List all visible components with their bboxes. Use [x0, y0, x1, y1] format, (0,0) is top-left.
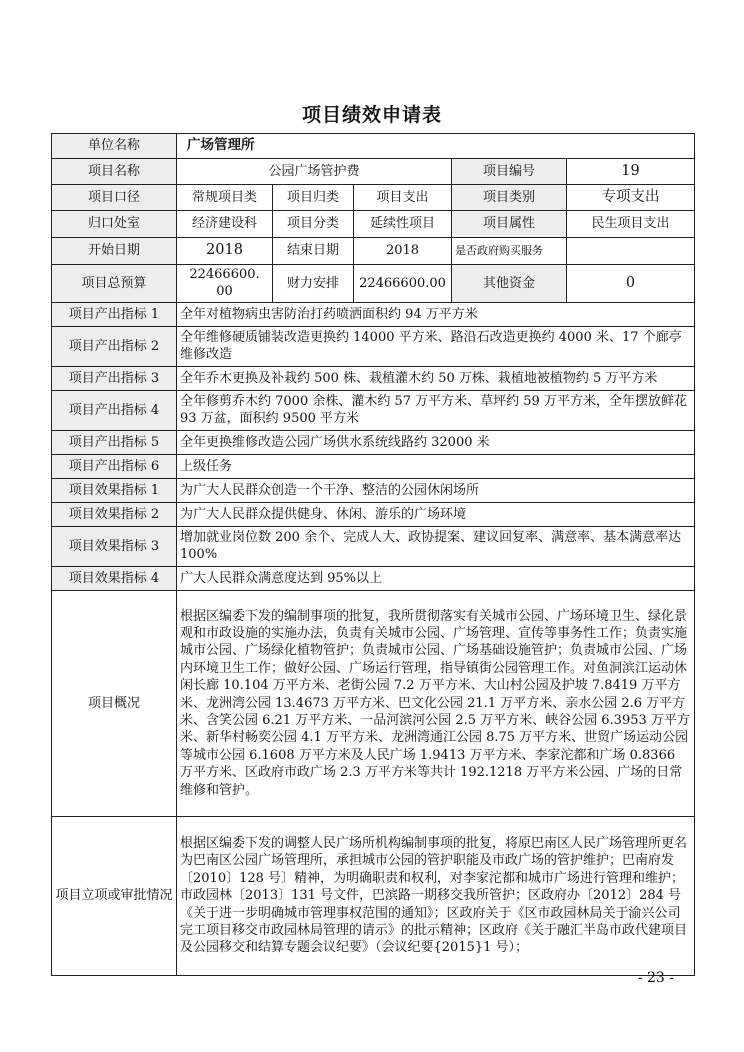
output-indicator-label: 项目产出指标 1	[52, 302, 177, 326]
project-no-value: 19	[567, 159, 695, 185]
page-title: 项目绩效申请表	[301, 104, 442, 126]
dept-row	[52, 211, 695, 238]
output-indicator-value: 全年乔木更换及补栽约 500 株、栽植灌木约 50 万株、栽植地被植物约 5 万平方米	[177, 366, 695, 390]
gov-purchase-label: 是否政府购买服务	[452, 238, 567, 265]
project-class-value: 延续性项目	[354, 211, 452, 238]
financial-label: 财力安排	[273, 265, 354, 303]
start-date-value: 2018	[177, 238, 273, 265]
output-indicator-value: 全年更换维修改造公园广场供水系统线路约 32000 米	[177, 430, 695, 454]
effect-indicator-value: 为广大人民群众创造一个干净、整洁的公园休闲场所	[177, 478, 695, 502]
page-number: - 23 -	[637, 970, 674, 986]
project-scope-label: 项目口径	[52, 185, 177, 211]
project-no-label: 项目编号	[452, 159, 567, 185]
project-name-value: 公园广场管护费	[177, 159, 452, 185]
output-indicator-row	[52, 430, 695, 454]
effect-indicator-value: 广大人民群众满意度达到 95%以上	[177, 566, 695, 590]
effect-indicator-label: 项目效果指标 4	[52, 566, 177, 590]
dates-row	[52, 238, 695, 265]
unit-value: 广场管理所	[177, 134, 695, 159]
effect-indicator-row	[52, 526, 695, 566]
project-attr-value: 民生项目支出	[567, 211, 695, 238]
project-attr-label: 项目属性	[452, 211, 567, 238]
output-indicator-label: 项目产出指标 4	[52, 390, 177, 430]
effect-indicator-row	[52, 502, 695, 526]
project-name-row	[52, 159, 695, 185]
approval-label: 项目立项或审批情况	[52, 816, 177, 975]
project-type-value: 专项支出	[567, 185, 695, 211]
effect-indicator-label: 项目效果指标 3	[52, 526, 177, 566]
project-type-label: 项目类别	[452, 185, 567, 211]
output-indicator-label: 项目产出指标 2	[52, 326, 177, 366]
output-indicator-row	[52, 366, 695, 390]
dept-label: 归口处室	[52, 211, 177, 238]
budget-label: 项目总预算	[52, 265, 177, 303]
effect-indicator-row	[52, 566, 695, 590]
output-indicator-label: 项目产出指标 3	[52, 366, 177, 390]
project-category-value: 项目支出	[354, 185, 452, 211]
other-funds-label: 其他资金	[452, 265, 567, 303]
end-date-value: 2018	[354, 238, 452, 265]
gov-purchase-value	[567, 238, 695, 265]
output-indicator-label: 项目产出指标 6	[52, 454, 177, 478]
output-indicator-value: 全年修剪乔木约 7000 余株、灌木约 57 万平方米、草坪约 59 万平方米，全年摆放鲜花 93 万盆，面积约 9500 平方米	[177, 390, 695, 430]
output-indicator-value: 上级任务	[177, 454, 695, 478]
effect-indicator-label: 项目效果指标 1	[52, 478, 177, 502]
overview-row	[52, 590, 695, 816]
output-indicator-row	[52, 390, 695, 430]
project-class-label: 项目分类	[273, 211, 354, 238]
budget-row	[52, 265, 695, 303]
end-date-label: 结束日期	[273, 238, 354, 265]
project-category-label: 项目归类	[273, 185, 354, 211]
approval-value: 根据区编委下发的调整人民广场所机构编制事项的批复，将原巴南区人民广场管理所更名为巴南区公园广场管理所，承担城市公园的管护职能及市政广场的管护维护；巴南府发〔2010〕128 号〕精神，为明确职责和权利，对李家沱都和城市广场进行管理和维护；市政园林〔2013〕131 号文件，巴滨路一期移交我所管护；区政府办〔2012〕284 号《关于进一步明确城市管理事权范围的通知》；区政府关于《区市政园林局关于渝兴公司完工项目移交市政园林局管理的请示》的批示精神；区政府《关于融汇半岛市政代建项目及公园移交和结算专题会议纪要》（会议纪要{2015}1 号）；	[177, 816, 695, 975]
project-scope-value: 常规项目类	[177, 185, 273, 211]
output-indicator-value: 全年维修硬质铺装改造更换约 14000 平方米、路沿石改造更换约 4000 米、17 个廊亭维修改造	[177, 326, 695, 366]
start-date-label: 开始日期	[52, 238, 177, 265]
output-indicator-row	[52, 302, 695, 326]
financial-value: 22466600.00	[354, 265, 452, 303]
dept-value: 经济建设科	[177, 211, 273, 238]
effect-indicator-row	[52, 478, 695, 502]
performance-table	[51, 133, 695, 976]
unit-row	[52, 134, 695, 159]
unit-label: 单位名称	[52, 134, 177, 159]
output-indicator-label: 项目产出指标 5	[52, 430, 177, 454]
overview-value: 根据区编委下发的编制事项的批复，我所贯彻落实有关城市公园、广场环境卫生、绿化景观和市政设施的实施办法，负责有关城市公园、广场管理、宣传等事务性工作；负责实施城市公园、广场绿化植物管护；负责城市公园、广场基础设施管护；负责城市公园、广场内环境卫生工作；做好公园、广场运行管理，指导镇街公园管理工作。对鱼洞滨江运动休闲长廊 10.104 万平方米、老街公园 7.2 万平方米、大山村公园及护坡 7.8419 万平方米、龙洲湾公园 13.4673 万平方米、巴文化公园 21.1 万平方米、亲水公园 2.6 万平方米、含笑公园 6.21 万平方米、一品河滨河公园 2.5 万平方米、峡谷公园 6.3953 万平方米、新华村畅奕公园 4.1 万平方米、龙洲湾通江公园 8.75 万平方米、世贸广场运动公园等城市公园 6.1608 万平方米及人民广场 1.9413 万平方米、李家沱都和广场 0.8366 万平方米、区政府市政广场 2.3 万平方米等共计 192.1218 万平方米公园、广场的日常维修和管护。	[177, 590, 695, 816]
budget-value: 22466600. 00	[177, 265, 273, 303]
other-funds-value: 0	[567, 265, 695, 303]
effect-indicator-label: 项目效果指标 2	[52, 502, 177, 526]
approval-row	[52, 816, 695, 975]
project-scope-row	[52, 185, 695, 211]
output-indicator-row	[52, 454, 695, 478]
project-name-label: 项目名称	[52, 159, 177, 185]
output-indicator-value: 全年对植物病虫害防治打药喷洒面积约 94 万平方米	[177, 302, 695, 326]
effect-indicator-value: 为广大人民群众提供健身、休闲、游乐的广场环境	[177, 502, 695, 526]
output-indicator-row	[52, 326, 695, 366]
effect-indicator-value: 增加就业岗位数 200 余个、完成人大、政协提案、建议回复率、满意率、基本满意率达 100%	[177, 526, 695, 566]
overview-label: 项目概况	[52, 590, 177, 816]
